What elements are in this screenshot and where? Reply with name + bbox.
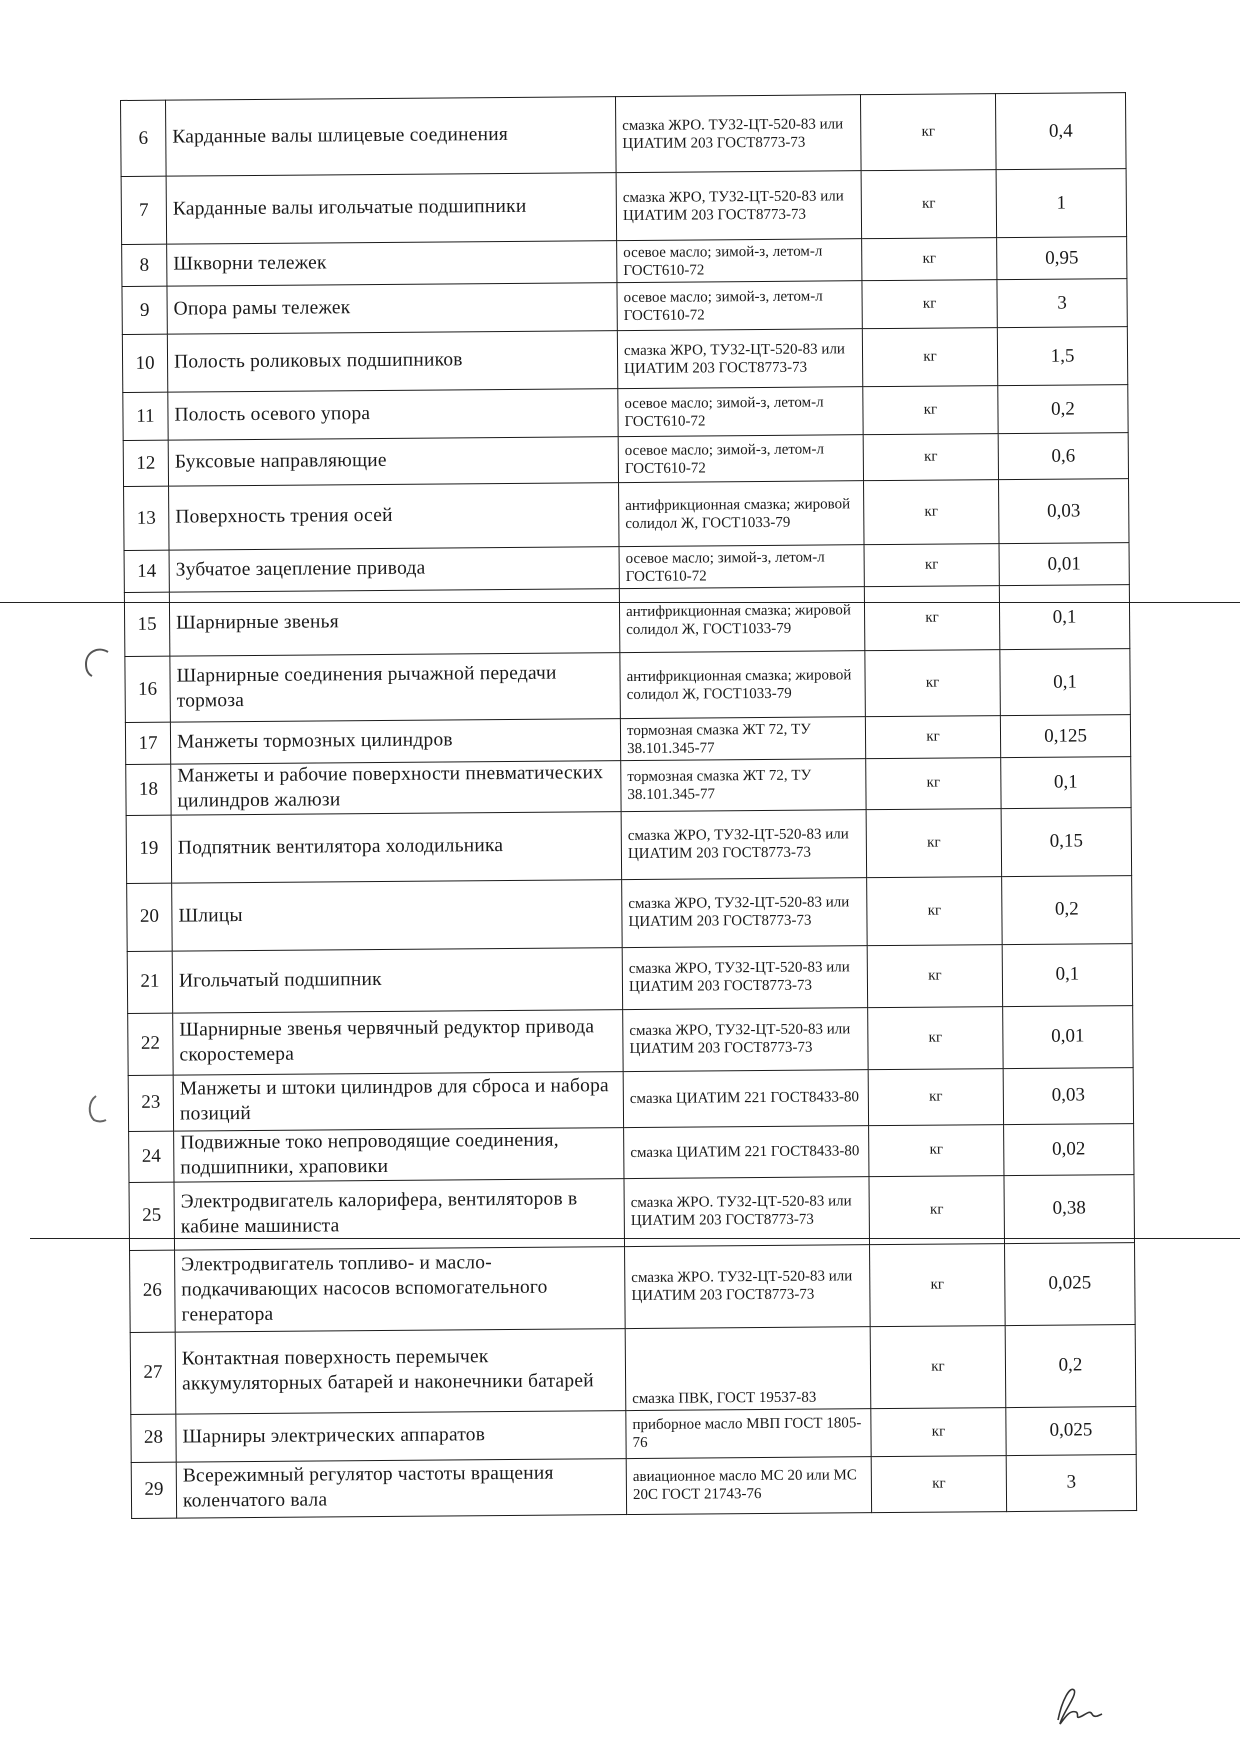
- unit-of-measure: кг: [867, 877, 1003, 946]
- table-row: [130, 1242, 1136, 1332]
- table-row: [124, 479, 1129, 551]
- item-name: Подвижные токо непроводящие соединения, подшипники, храповики: [174, 1127, 624, 1181]
- table-row: [128, 1067, 1133, 1131]
- item-name: Карданные валы игольчатые подшипники: [166, 173, 617, 245]
- table-row: [125, 649, 1130, 723]
- lubricant-material: тормозная смазка ЖТ 72, ТУ 38.101.345-77: [621, 759, 866, 812]
- unit-of-measure: кг: [864, 544, 999, 587]
- row-number: 6: [121, 100, 167, 176]
- quantity-value: 1,5: [997, 327, 1127, 386]
- row-number: 14: [124, 550, 169, 592]
- table-row: [124, 585, 1129, 657]
- lubricant-material: смазка ЖРО, ТУ32-ЦТ-520-83 или ЦИАТИМ 203 ГОСТ8773-73: [623, 1008, 868, 1072]
- lubricant-material: смазка ПВК, ГОСТ 19537-83: [625, 1326, 871, 1410]
- row-number: 27: [130, 1332, 176, 1414]
- item-name: Всережимный регулятор частоты вращения коленчатого вала: [176, 1458, 626, 1518]
- quantity-value: 0,2: [998, 385, 1128, 434]
- item-name: Полость роликовых подшипников: [167, 331, 617, 393]
- quantity-value: 0,2: [1002, 875, 1133, 944]
- quantity-value: 0,02: [1004, 1123, 1134, 1175]
- lubrication-table-body: [121, 93, 1137, 1519]
- row-number: 28: [131, 1414, 176, 1462]
- row-number: 10: [122, 334, 167, 392]
- row-number: 18: [126, 764, 171, 815]
- item-name: Электродвигатель калорифера, вентиляторов в кабине машиниста: [174, 1178, 625, 1250]
- table-row: [127, 875, 1133, 951]
- table-row: [131, 1406, 1136, 1462]
- row-number: 9: [122, 286, 167, 334]
- unit-of-measure: кг: [868, 1007, 1003, 1070]
- punch-hole-mark: [78, 642, 118, 682]
- row-number: 26: [130, 1250, 176, 1332]
- row-number: 7: [121, 176, 167, 244]
- quantity-value: 0,03: [1003, 1067, 1133, 1124]
- lubricant-material: смазка ЖРО, ТУ32-ЦТ-520-83 или ЦИАТИМ 203 ГОСТ8773-73: [622, 946, 867, 1010]
- item-name: Игольчатый подшипник: [172, 947, 622, 1013]
- lubricant-material: смазка ЖРО. ТУ32-ЦТ-520-83 или ЦИАТИМ 203 ГОСТ8773-73: [624, 1176, 870, 1246]
- item-name: Шарнирные соединения рычажной передачи тормоза: [170, 653, 621, 723]
- row-number: 13: [124, 486, 170, 550]
- row-number: 23: [128, 1075, 173, 1131]
- row-number: 19: [126, 815, 172, 883]
- unit-of-measure: кг: [868, 1069, 1003, 1126]
- quantity-value: 0,025: [1005, 1242, 1136, 1325]
- table-row: [126, 757, 1131, 816]
- quantity-value: 0,025: [1006, 1406, 1136, 1455]
- table-row: [123, 433, 1128, 487]
- unit-of-measure: кг: [862, 280, 997, 329]
- quantity-value: 0,01: [1003, 1005, 1133, 1068]
- lubricant-material: тормозная смазка ЖТ 72, ТУ 38.101.345-77: [620, 717, 865, 761]
- row-number: 20: [127, 883, 173, 951]
- unit-of-measure: кг: [870, 1325, 1006, 1408]
- lubricant-material: осевое масло; зимой-з, летом-л ГОСТ610-72: [617, 281, 862, 331]
- lubricant-material: смазка ЦИАТИМ 221 ГОСТ8433-80: [624, 1126, 869, 1179]
- item-name: Манжеты и штоки цилиндров для сброса и набора позиций: [173, 1071, 623, 1131]
- table-row: [121, 93, 1127, 177]
- lubricant-material: смазка ЖРО, ТУ32-ЦТ-520-83 или ЦИАТИМ 203 ГОСТ8773-73: [621, 810, 867, 880]
- item-name: Шкворни тележек: [167, 241, 617, 287]
- table-row: [131, 1454, 1136, 1518]
- quantity-value: 0,95: [997, 237, 1127, 280]
- lubricant-material: антифрикционная смазка; жировой солидол Ж, ГОСТ1033-79: [619, 481, 864, 547]
- item-name: Шарниры электрических аппаратов: [176, 1410, 626, 1462]
- item-name: Карданные валы шлицевые соединения: [166, 97, 617, 177]
- lubricant-material: приборное масло МВП ГОСТ 1805-76: [626, 1408, 871, 1458]
- row-number: 8: [122, 244, 167, 286]
- row-number: 24: [129, 1131, 174, 1182]
- unit-of-measure: кг: [860, 94, 996, 171]
- lubrication-table-wrapper: [120, 92, 1136, 1519]
- table-row: [126, 807, 1132, 883]
- table-row: [122, 279, 1127, 335]
- lubricant-material: осевое масло; зимой-з, летом-л ГОСТ610-72: [617, 239, 862, 283]
- table-row: [129, 1174, 1135, 1250]
- table-row: [128, 1005, 1133, 1075]
- unit-of-measure: кг: [867, 945, 1002, 1008]
- lubricant-material: смазка ЦИАТИМ 221 ГОСТ8433-80: [623, 1070, 868, 1128]
- unit-of-measure: кг: [870, 1243, 1006, 1326]
- unit-of-measure: кг: [863, 386, 998, 435]
- item-name: Контактная поверхность перемычек аккумуляторных батарей и наконечники батарей: [175, 1328, 626, 1414]
- quantity-value: 0,125: [1000, 715, 1130, 758]
- lubricant-material: осевое масло; зимой-з, летом-л ГОСТ610-72: [619, 545, 864, 589]
- unit-of-measure: кг: [866, 758, 1001, 810]
- quantity-value: 0,6: [998, 433, 1128, 480]
- row-number: 22: [128, 1013, 173, 1075]
- table-row: [129, 1123, 1134, 1182]
- signature: [1040, 1680, 1120, 1730]
- table-row: [122, 327, 1127, 393]
- unit-of-measure: кг: [869, 1175, 1005, 1244]
- quantity-value: 0,38: [1004, 1174, 1135, 1243]
- lubricant-material: осевое масло; зимой-з, летом-л ГОСТ610-72: [618, 435, 863, 483]
- unit-of-measure: кг: [862, 238, 997, 281]
- row-number: 16: [125, 656, 171, 722]
- quantity-value: 0,1: [1002, 943, 1132, 1006]
- item-name: Зубчатое зацепление привода: [169, 547, 619, 593]
- item-name: Шарнирные звенья червячный редуктор привода скоростемера: [173, 1009, 623, 1075]
- item-name: Электродвигатель топливо- и масло-подкачивающих насосов вспомогательного генератора: [175, 1246, 626, 1332]
- item-name: Опора рамы тележек: [167, 283, 617, 335]
- unit-of-measure: кг: [862, 328, 997, 387]
- lubricant-material: осевое масло; зимой-з, летом-л ГОСТ610-72: [618, 387, 863, 437]
- unit-of-measure: кг: [864, 480, 999, 545]
- quantity-value: 0,4: [995, 93, 1126, 170]
- unit-of-measure: кг: [863, 434, 998, 481]
- unit-of-measure: кг: [866, 809, 1002, 878]
- quantity-value: 0,1: [999, 585, 1129, 650]
- lubrication-table: [120, 92, 1137, 1519]
- row-number: 11: [123, 392, 168, 440]
- quantity-value: 0,03: [999, 479, 1129, 544]
- quantity-value: 3: [997, 279, 1127, 328]
- quantity-value: 0,1: [1000, 649, 1131, 716]
- unit-of-measure: кг: [864, 586, 999, 651]
- item-name: Полость осевого упора: [168, 389, 618, 441]
- item-name: Буксовые направляющие: [168, 437, 618, 487]
- item-name: Манжеты тормозных цилиндров: [170, 719, 620, 765]
- lubricant-material: авиационное масло МС 20 или МС 20С ГОСТ 21743-76: [626, 1456, 871, 1514]
- lubricant-material: смазка ЖРО, ТУ32-ЦТ-520-83 или ЦИАТИМ 203 ГОСТ8773-73: [616, 171, 862, 241]
- unit-of-measure: кг: [871, 1455, 1006, 1512]
- lubricant-material: смазка ЖРО. ТУ32-ЦТ-520-83 или ЦИАТИМ 203 ГОСТ8773-73: [625, 1244, 871, 1328]
- unit-of-measure: кг: [861, 170, 997, 239]
- row-number: 29: [131, 1462, 176, 1518]
- quantity-value: 0,15: [1001, 807, 1132, 876]
- item-name: Подпятник вентилятора холодильника: [171, 811, 622, 883]
- item-name: Шарнирные звенья: [169, 589, 619, 657]
- unit-of-measure: кг: [869, 1124, 1004, 1176]
- item-name: Шлицы: [172, 879, 623, 951]
- lubricant-material: смазка ЖРО, ТУ32-ЦТ-520-83 или ЦИАТИМ 203 ГОСТ8773-73: [622, 878, 868, 948]
- lubricant-material: антифрикционная смазка; жировой солидол Ж, ГОСТ1033-79: [620, 651, 866, 719]
- unit-of-measure: кг: [865, 716, 1000, 759]
- table-row: [121, 169, 1127, 245]
- row-number: 15: [124, 592, 170, 656]
- unit-of-measure: кг: [871, 1407, 1006, 1456]
- item-name: Манжеты и рабочие поверхности пневматических цилиндров жалюзи: [171, 761, 621, 815]
- punch-hole-mark: [80, 1090, 120, 1130]
- row-number: 25: [129, 1182, 175, 1250]
- row-number: 17: [125, 722, 170, 764]
- table-row: [130, 1324, 1136, 1414]
- lubricant-material: смазка ЖРО, ТУ32-ЦТ-520-83 или ЦИАТИМ 203 ГОСТ8773-73: [617, 329, 862, 389]
- quantity-value: 1: [996, 169, 1127, 238]
- table-row: [127, 943, 1132, 1013]
- quantity-value: 0,1: [1001, 757, 1131, 809]
- row-number: 12: [123, 440, 168, 486]
- lubricant-material: смазка ЖРО. ТУ32-ЦТ-520-83 или ЦИАТИМ 203 ГОСТ8773-73: [615, 95, 861, 173]
- item-name: Поверхность трения осей: [169, 483, 619, 551]
- table-row: [123, 385, 1128, 441]
- lubricant-material: антифрикционная смазка; жировой солидол Ж, ГОСТ1033-79: [619, 587, 864, 653]
- quantity-value: 3: [1006, 1454, 1136, 1511]
- quantity-value: 0,01: [999, 543, 1129, 586]
- quantity-value: 0,2: [1005, 1324, 1136, 1407]
- row-number: 21: [127, 951, 172, 1013]
- unit-of-measure: кг: [865, 650, 1001, 717]
